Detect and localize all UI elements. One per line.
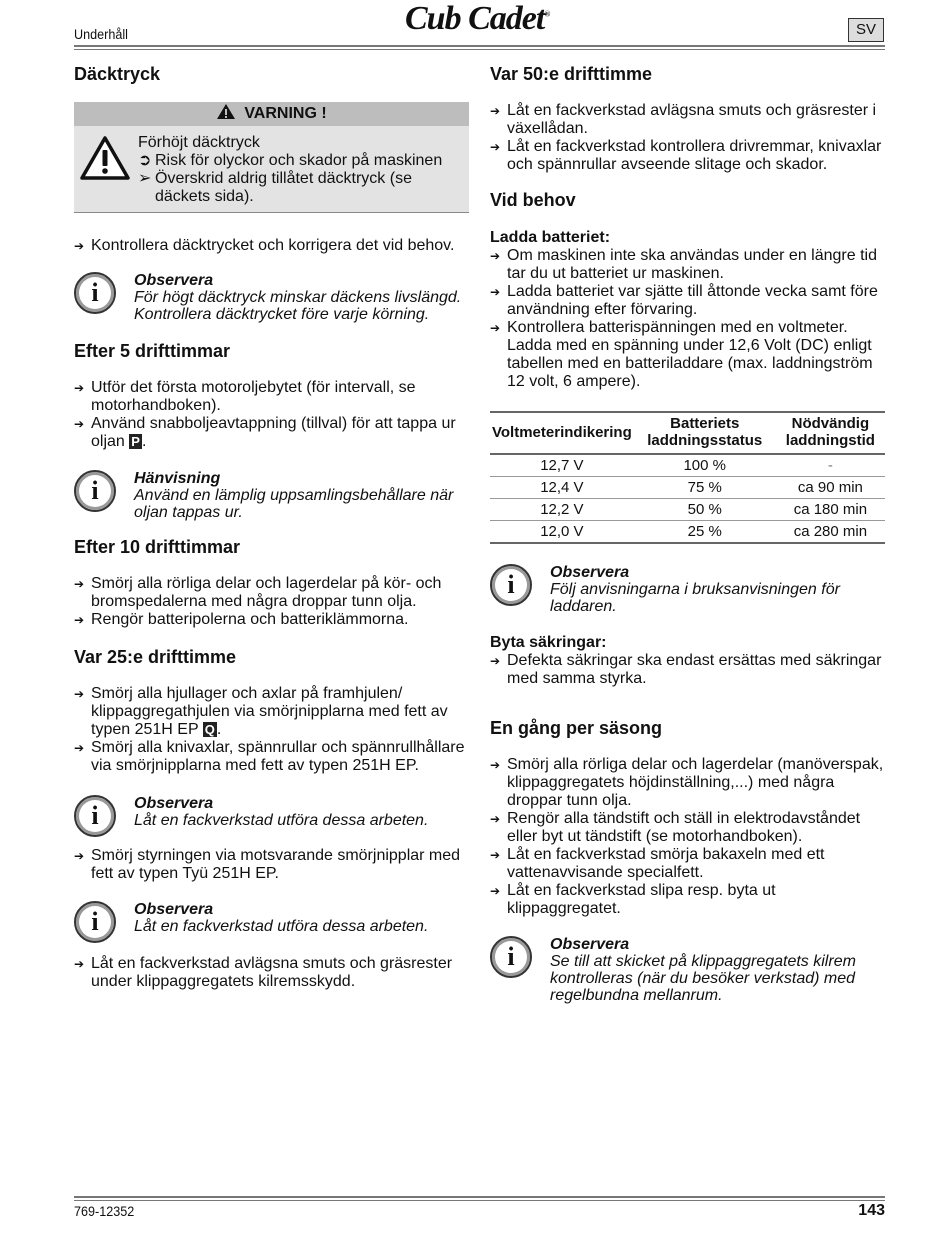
- warning-action: [138, 170, 469, 206]
- every-25h-list: [74, 685, 469, 775]
- list-item: ➔ Om maskinen inte ska användas under en längre tid tar du ut batteriet ur maskinen.: [490, 247, 885, 283]
- list-item: ➔ Defekta säkringar ska endast ersättas med säkringar med samma styrka.: [490, 652, 885, 688]
- note-charger: [490, 564, 885, 615]
- table-header-row: [490, 412, 885, 454]
- column-header: Batteriets laddningsstatus: [634, 412, 776, 454]
- warning-risk-text: Risk för olyckor och skador på maskinen: [155, 152, 443, 169]
- warning-header: [74, 102, 469, 126]
- tire-list: [74, 237, 469, 255]
- battery-table: [490, 411, 885, 544]
- table-row: [490, 521, 885, 544]
- warning-box: [74, 102, 469, 213]
- belt-cover-list: [74, 955, 469, 991]
- note-workshop-2: [74, 901, 469, 943]
- table-cell: ca 280 min: [776, 521, 885, 544]
- list-item: ➔ Kontrollera batterispänningen med en voltmeter. Ladda med en spänning under 12,6 Volt (DC) enligt tabellen med en batteriladdare (max. laddningström 12 volt, 6 ampere).: [490, 319, 885, 391]
- table-cell: 25 %: [634, 521, 776, 544]
- list-item: ➔ Smörj alla knivaxlar, spännrullar och spännrullhållare via smörjnipplarna med fett av typen 251H EP.: [74, 739, 469, 775]
- battery-list: [490, 247, 885, 391]
- warning-title: Förhöjt däcktryck: [138, 134, 260, 151]
- list-item-text: Använd snabboljeavtappning (tillval) för att tappa ur oljan: [91, 415, 456, 450]
- after-10h-list: [74, 575, 469, 629]
- after-5h-list: [74, 379, 469, 451]
- note-text: Låt en fackverkstad utföra dessa arbeten.: [134, 812, 429, 829]
- document-number: 769-12352: [74, 1203, 135, 1219]
- list-item: ➔ Låt en fackverkstad avlägsna smuts och gräsrester under klippaggregatets kilremsskydd.: [74, 955, 469, 991]
- note-text: Använd en lämplig uppsamlingsbehållare när oljan tappas ur.: [134, 487, 454, 521]
- table-cell: ca 180 min: [776, 499, 885, 521]
- note-text: Låt en fackverkstad utföra dessa arbeten.: [134, 918, 429, 935]
- note-title: Observera: [134, 272, 214, 289]
- list-item: ➔ Rengör alla tändstift och ställ in elektrodavståndet eller byt ut tändstift (se motorhandboken).: [490, 810, 885, 846]
- warning-risk: [138, 152, 469, 170]
- info-icon: i: [74, 272, 116, 314]
- list-item: ➔ Smörj alla rörliga delar och lagerdelar (manöverspak, klippaggregatets höjdinställning,...) med några droppar tunn olja.: [490, 756, 885, 810]
- list-item: ➔ Smörj alla rörliga delar och lagerdelar på kör- och bromspedalerna med några droppar tunn olja.: [74, 575, 469, 611]
- note-tire: [74, 272, 469, 323]
- list-item: ➔ Låt en fackverkstad slipa resp. byta ut klippaggregatet.: [490, 882, 885, 918]
- table-cell: ca 90 min: [776, 477, 885, 499]
- note-title: Observera: [134, 795, 214, 812]
- warning-body: [74, 126, 469, 212]
- list-item-text: Smörj alla hjullager och axlar på framhjulen/ klippaggregathjulen via smörjnipplarna med fett av typen 251H EP: [91, 685, 448, 738]
- table-row: [490, 477, 885, 499]
- heading-every-25h: Var 25:e drifttimme: [74, 647, 237, 667]
- info-icon: i: [74, 470, 116, 512]
- list-item: ➔ Smörj styrningen via motsvarande smörjnipplar med fett av typen Tyü 251H EP.: [74, 847, 469, 883]
- brand-logo: Cub Cadet®: [405, 0, 550, 37]
- list-item: ➔ Använd snabboljeavtappning (tillval) för att tappa ur oljan P .: [74, 415, 469, 451]
- list-item: ➔ Utför det första motoroljebytet (för intervall, se motorhandboken).: [74, 379, 469, 415]
- table-cell: 12,7 V: [490, 454, 634, 477]
- note-title: Observera: [550, 564, 630, 581]
- table-cell: -: [776, 454, 885, 477]
- note-workshop-1: [74, 795, 469, 837]
- note-text: Se till att skicket på klippaggregatets kilrem kontrolleras (när du besöker verkstad) med regelbundna mellanrum.: [550, 953, 856, 1004]
- heading-after-10h: Efter 10 drifttimmar: [74, 537, 241, 557]
- note-title: Observera: [134, 901, 214, 918]
- info-icon: i: [490, 564, 532, 606]
- every-50h-list: [490, 102, 885, 174]
- table-row: [490, 454, 885, 477]
- note-text: För högt däcktryck minskar däckens livslängd. Kontrollera däcktrycket före varje körning.: [134, 289, 462, 323]
- key-p-icon: P: [131, 434, 140, 449]
- season-list: [490, 756, 885, 918]
- header-rule: [74, 45, 885, 47]
- heading-per-season: En gång per säsong: [490, 718, 663, 738]
- steering-list: [74, 847, 469, 883]
- list-item: ➔ Smörj alla hjullager och axlar på framhjulen/ klippaggregathjulen via smörjnipplarna med fett av typen 251H EP Q .: [74, 685, 469, 739]
- table-cell: 12,2 V: [490, 499, 634, 521]
- table-cell: 100 %: [634, 454, 776, 477]
- left-column: [74, 62, 469, 991]
- list-item: ➔ Låt en fackverkstad avlägsna smuts och gräsrester i växellådan.: [490, 102, 885, 138]
- note-belt: [490, 936, 885, 1004]
- table-row: [490, 499, 885, 521]
- section-title: Underhåll: [74, 26, 128, 42]
- footer-rule: [74, 1196, 885, 1198]
- footer-rule-thin: [74, 1200, 885, 1201]
- column-header: Nödvändig laddningstid: [776, 412, 885, 454]
- note-text: Följ anvisningarna i bruksanvisningen för laddaren.: [550, 581, 840, 615]
- heading-as-needed: Vid behov: [490, 190, 576, 210]
- note-oil: [74, 470, 469, 521]
- note-title: Hänvisning: [134, 470, 221, 487]
- list-item: ➔ Ladda batteriet var sjätte till åttonde vecka samt före användning efter förvaring.: [490, 283, 885, 319]
- list-item: ➔ Kontrollera däcktrycket och korrigera det vid behov.: [74, 237, 469, 255]
- note-title: Observera: [550, 936, 630, 953]
- heading-after-5h: Efter 5 drifttimmar: [74, 341, 231, 361]
- chevron-icon: ➢: [138, 170, 152, 187]
- language-badge: SV: [848, 18, 884, 42]
- info-icon: i: [490, 936, 532, 978]
- page-number: 143: [858, 1202, 885, 1219]
- arrow-icon: ➲: [138, 152, 152, 169]
- battery-subheading: Ladda batteriet:: [490, 229, 611, 246]
- list-item: ➔ Rengör batteripolerna och batteriklämmorna.: [74, 611, 469, 629]
- brand-name: Cub Cadet: [405, 0, 545, 37]
- info-icon: i: [74, 795, 116, 837]
- list-item: ➔ Låt en fackverkstad smörja bakaxeln med ett vattenavvisande specialfett.: [490, 846, 885, 882]
- table-cell: 12,0 V: [490, 521, 634, 544]
- warning-icon: [216, 103, 236, 120]
- heading-tire-pressure: Däcktryck: [74, 64, 161, 84]
- warning-action-text: Överskrid aldrig tillåtet däcktryck (se däckets sida).: [155, 170, 412, 205]
- header-rule-thin: [74, 49, 885, 50]
- table-cell: 50 %: [634, 499, 776, 521]
- key-q-icon: Q: [204, 722, 215, 737]
- warning-label: VARNING !: [244, 105, 327, 122]
- column-header: Voltmeterindikering: [490, 412, 634, 454]
- info-icon: i: [74, 901, 116, 943]
- list-item: ➔ Låt en fackverkstad kontrollera drivremmar, knivaxlar och spännrullar avseende slitage och skador.: [490, 138, 885, 174]
- warning-triangle-icon: [80, 136, 130, 180]
- table-cell: 75 %: [634, 477, 776, 499]
- table-cell: 12,4 V: [490, 477, 634, 499]
- fuse-subheading: Byta säkringar:: [490, 634, 607, 651]
- fuse-list: [490, 652, 885, 688]
- right-column: [490, 62, 885, 1004]
- heading-every-50h: Var 50:e drifttimme: [490, 64, 653, 84]
